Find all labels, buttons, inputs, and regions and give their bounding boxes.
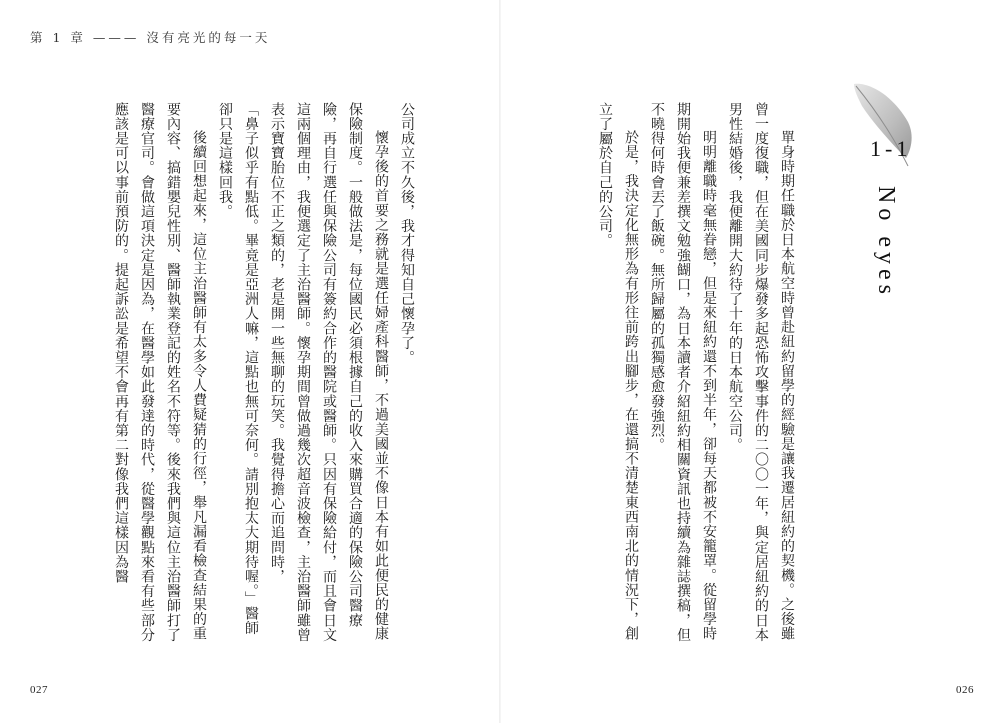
page-number-right: 026: [956, 684, 974, 696]
page-gutter: [499, 0, 501, 723]
right-page-body: [592, 102, 800, 647]
paragraph: 後續回想起來，這位主治醫師有太多令人費疑猜的行徑，舉凡漏看檢查結果的重要內容、搞錯嬰兒性別、醫師執業登記的姓名不符等。後來我們與這位主治醫師打了醫療官司。會做這項決定是因為，在醫學如此發達的時代，從醫學觀點來看有些部分應該是可以事前預防的。提起訴訟是希望不會再有第二對像我們這樣因為醫: [113, 102, 207, 643]
paragraph: 單身時期任職於日本航空時曾赴紐約留學的經驗是讓我遷居紐約的契機。之後雖曾一度復職，但在美國同步爆發多起恐怖攻擊事件的二〇〇一年，與定居紐約的日本男性結婚後，我便離開大約待了十年的日本航空公司。: [727, 102, 795, 643]
paragraph: 於是，我決定化無形為有形往前跨出腳步，在還搞不清楚東西南北的情況下，創立了屬於自己的公司。: [597, 102, 639, 641]
paragraph: 公司成立不久後，我才得知自己懷孕了。: [399, 102, 415, 365]
paragraph: 明明離職時毫無眷戀，但是來紐約還不到半年，卻每天都被不安籠罩。從留學時期開始我便兼差撰文勉強餬口，為日本讀者介紹紐約相關資訊也持續為雜誌撰稿，但不曉得何時會丟了飯碗。無所歸屬的孤獨感愈發強烈。: [649, 102, 717, 643]
page-number-left: 027: [30, 684, 48, 696]
running-head: 第 1 章 ——— 沒有亮光的每一天: [30, 30, 271, 45]
paragraph: 懷孕後的首要之務就是選任婦產科醫師，不過美國並不像日本有如此便民的健康保險制度。一般做法是，每位國民必須根據自己的收入來購買合適的保險公司醫療險，再自行選任與保險公司有簽約合作的醫院或醫師。只因有保險給付，而且會日文這兩個理由，我便選定了主治醫師。懷孕期間曾做過幾次超音波檢查，主治醫師雖曾表示寶寶胎位不正之類的，老是開一些無聊的玩笑。我覺得擔心而追問時，: [269, 102, 389, 643]
left-page-body: [108, 102, 420, 647]
paragraph: 「鼻子似乎有點低。畢竟是亞洲人嘛，這點也無可奈何。請別抱太大期待喔。」醫師卻只是這樣回我。: [217, 102, 259, 636]
section-title: No eyes: [873, 186, 899, 299]
section-number: 1-1: [870, 136, 912, 161]
